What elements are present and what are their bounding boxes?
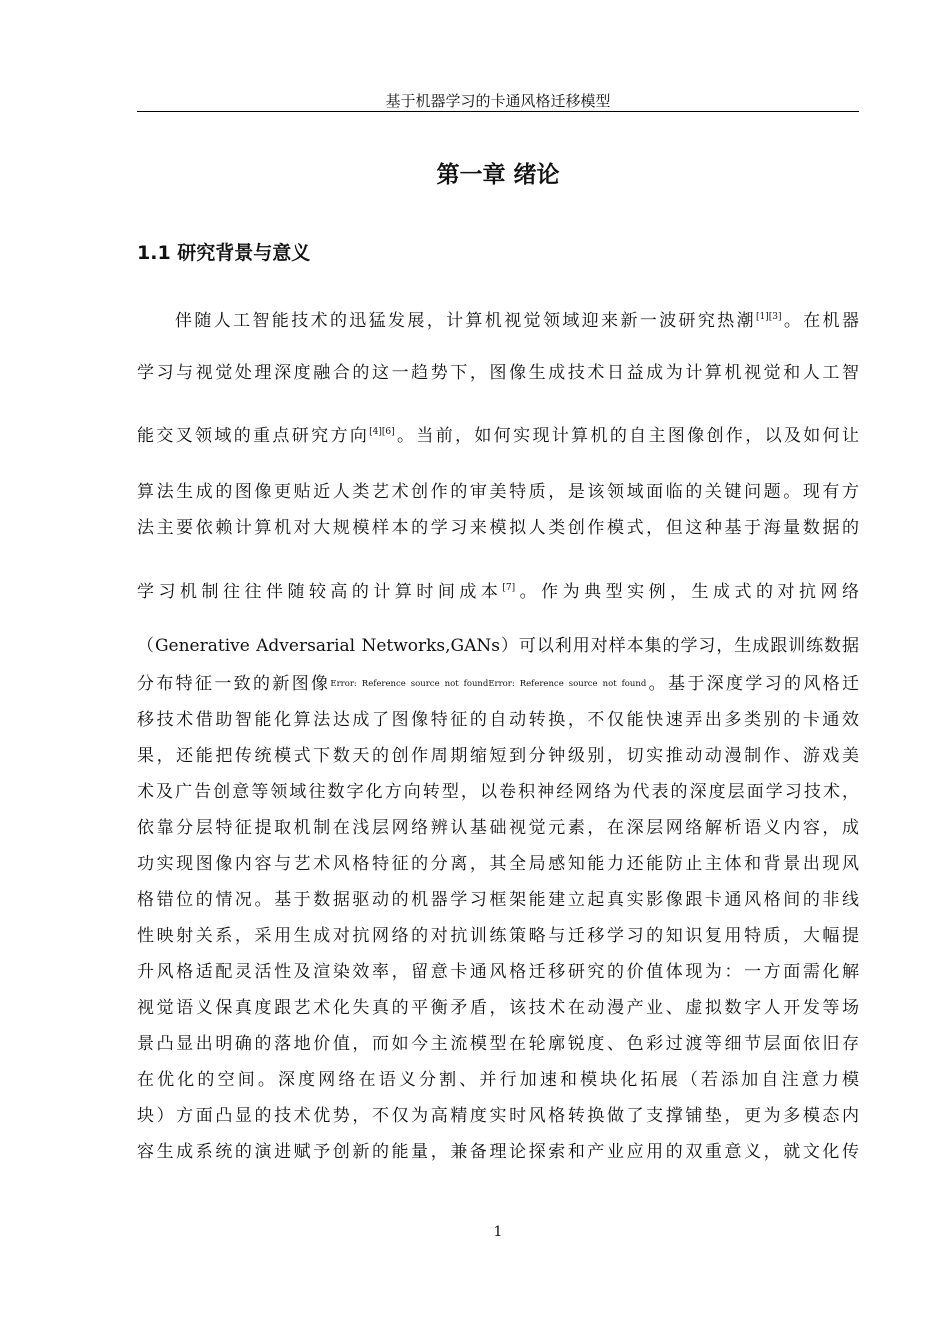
running-header: 基于机器学习的卡通风格迁移模型 (385, 92, 611, 110)
paragraph-line: （Generative Adversarial Networks,GANs）可以利用对样本集的学习，生成跟训练数据 (137, 636, 859, 656)
paragraph-line: 容生成系统的演进赋予创新的能量，兼备理论探索和产业应用的双重意义，就文化传 (137, 1142, 859, 1162)
section-heading: 1.1 研究背景与意义 (137, 242, 311, 264)
paragraph-line: 移技术借助智能化算法达成了图像特征的自动转换，不仅能快速弄出多类别的卡通效 (137, 710, 859, 730)
paragraph-line: 学习机制往往伴随较高的计算时间成本[7]。作为典型实例，生成式的对抗网络 (137, 582, 860, 602)
paragraph-line: 伴随人工智能技术的迅猛发展，计算机视觉领域迎来新一波研究热潮[1][3]。在机器 (175, 311, 860, 331)
paragraph-line: 视觉语义保真度跟艺术化失真的平衡矛盾，该技术在动漫产业、虚拟数字人开发等场 (137, 998, 859, 1018)
header-rule (137, 111, 859, 112)
page-number: 1 (493, 1224, 503, 1240)
paragraph-line: 术及广告创意等领域往数字化方向转型，以卷积神经网络为代表的深度层面学习技术， (137, 782, 859, 802)
reference-error: Error: Reference source not foundError: Reference source not found (330, 679, 647, 689)
paragraph-line: 分布特征一致的新图像Error: Reference source not foundError: Reference source not found。基于深度学习的风格迁 (137, 674, 860, 694)
paragraph-line: 景凸显出明确的落地价值，而如今主流模型在轮廓锐度、色彩过渡等细节层面依旧存 (137, 1034, 859, 1054)
paragraph-line: 法主要依赖计算机对大规模样本的学习来模拟人类创作模式，但这种基于海量数据的 (137, 518, 859, 538)
citation[interactable]: [7] (502, 583, 516, 593)
paragraph-line: 块）方面凸显的技术优势，不仅为高精度实时风格转换做了支撑铺垫，更为多模态内 (137, 1106, 859, 1126)
paragraph-line: 学习与视觉处理深度融合的这一趋势下，图像生成技术日益成为计算机视觉和人工智 (137, 363, 859, 383)
paragraph-line: 性映射关系，采用生成对抗网络的对抗训练策略与迁移学习的知识复用特质，大幅提 (137, 926, 859, 946)
paragraph-line: 果，还能把传统模式下数天的创作周期缩短到分钟级别，切实推动动漫制作、游戏美 (137, 746, 859, 766)
paragraph-line: 功实现图像内容与艺术风格特征的分离，其全局感知能力还能防止主体和背景出现风 (137, 854, 859, 874)
citation[interactable]: [4][6] (369, 427, 395, 437)
paragraph-line: 算法生成的图像更贴近人类艺术创作的审美特质，是该领域面临的关键问题。现有方 (137, 482, 859, 502)
paragraph-line: 依靠分层特征提取机制在浅层网络辨认基础视觉元素，在深层网络解析语义内容，成 (137, 818, 859, 838)
paragraph-line: 能交叉领域的重点研究方向[4][6]。当前，如何实现计算机的自主图像创作，以及如何让 (137, 426, 860, 446)
paragraph-line: 格错位的情况。基于数据驱动的机器学习框架能建立起真实影像跟卡通风格间的非线 (137, 890, 859, 910)
paragraph-line: 在优化的空间。深度网络在语义分割、并行加速和模块化拓展（若添加自注意力模 (137, 1070, 859, 1090)
chapter-title: 第一章 绪论 (436, 162, 560, 188)
citation[interactable]: [1][3] (756, 312, 782, 322)
paragraph-line: 升风格适配灵活性及渲染效率，留意卡通风格迁移研究的价值体现为：一方面需化解 (137, 962, 859, 982)
